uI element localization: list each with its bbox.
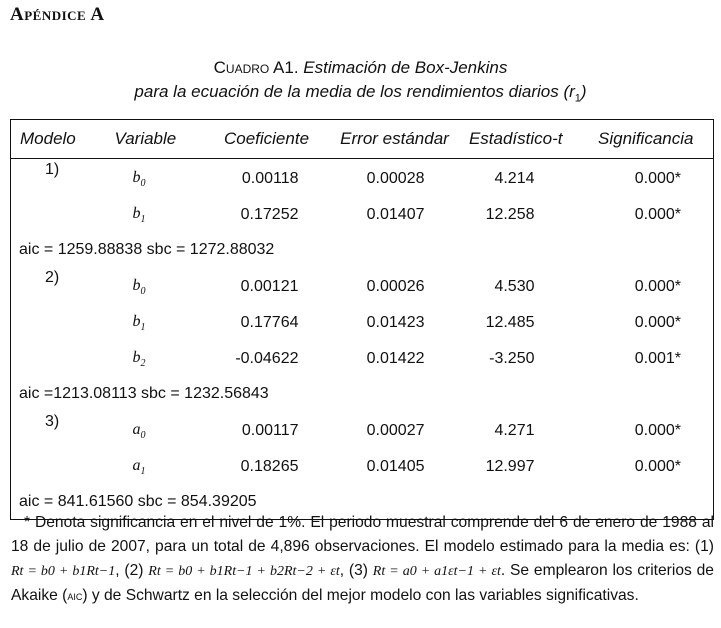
equation-2: Rt = b0 + b1Rt−1 + b2Rt−2 + εt — [148, 564, 340, 579]
variable-symbol: b — [132, 168, 141, 186]
coef-cell: -0.04622 — [235, 350, 299, 367]
se-cell: 0.00026 — [366, 278, 425, 295]
table-header-row — [11, 120, 714, 159]
subtitle-text: para la ecuación de la media de los rendimientos diarios (r — [134, 82, 575, 101]
variable-symbol: b — [132, 348, 141, 366]
model-label: 1) — [45, 161, 60, 178]
footnote-part3: ) y de Schwartz en la selección del mejor modelo con las variables significativas. — [82, 587, 639, 604]
estimation-table — [10, 119, 714, 520]
variable-subscript: 2 — [140, 358, 146, 370]
table-subtitle — [0, 82, 721, 104]
variable-subscript: 1 — [140, 466, 146, 478]
se-cell: 0.01405 — [366, 458, 425, 475]
table-row — [11, 197, 714, 233]
variable-cell — [103, 449, 195, 485]
variable-cell — [103, 305, 195, 341]
se-cell: 0.01422 — [366, 350, 425, 367]
header-significancia: Significancia — [579, 120, 714, 159]
table-row — [11, 341, 714, 377]
variable-subscript: 0 — [140, 178, 146, 190]
t-cell: 12.485 — [485, 314, 535, 331]
variable-symbol: a — [132, 456, 141, 474]
sig-cell: 0.000* — [634, 278, 681, 295]
criteria-text: aic = 1259.88838 sbc = 1272.88032 — [19, 241, 275, 258]
table-body — [11, 159, 714, 520]
equation-1: Rt = b0 + b1Rt−1 — [11, 564, 116, 579]
se-cell: 0.01407 — [366, 206, 425, 223]
criteria-text: aic = 841.61560 sbc = 854.39205 — [19, 493, 257, 510]
equation-3: Rt = a0 + a1εt−1 + εt — [372, 564, 501, 579]
appendix-title: Apéndice A — [10, 4, 105, 25]
table-row — [11, 267, 714, 305]
criteria-row — [11, 233, 714, 267]
header-coeficiente: Coeficiente — [195, 120, 329, 159]
caption-label: Cuadro A1. — [213, 58, 299, 77]
model-label: 2) — [45, 269, 60, 286]
sig-cell: 0.000* — [634, 170, 681, 187]
variable-cell — [103, 411, 195, 449]
t-cell: -3.250 — [489, 350, 535, 367]
variable-cell — [103, 159, 195, 198]
t-cell: 4.271 — [494, 422, 535, 439]
variable-cell — [103, 197, 195, 233]
criteria-row — [11, 377, 714, 411]
coef-cell: 0.00121 — [240, 278, 299, 295]
variable-subscript: 0 — [140, 430, 146, 442]
variable-symbol: b — [132, 312, 141, 330]
se-cell: 0.00028 — [366, 170, 425, 187]
t-cell: 12.997 — [485, 458, 535, 475]
table-row — [11, 159, 714, 198]
subtitle-subscript: 1 — [574, 92, 581, 105]
footnote-sep3: , (3) — [339, 562, 373, 579]
table-row — [11, 305, 714, 341]
model-label: 3) — [45, 413, 60, 430]
header-modelo: Modelo — [11, 120, 103, 159]
footnote-part1: * Denota significancia en el nivel de 1%. El periodo muestral comprende del 6 de enero de 1988 al 18 de julio de 2007, para un total de 4,896 observaciones. El modelo estimado para la media es: (1) — [11, 514, 714, 555]
variable-subscript: 1 — [140, 322, 146, 334]
variable-cell — [103, 341, 195, 377]
variable-cell — [103, 267, 195, 305]
coef-cell: 0.17764 — [240, 314, 299, 331]
footnote-sep2: , (2) — [115, 562, 149, 579]
sig-cell: 0.001* — [634, 350, 681, 367]
se-cell: 0.00027 — [366, 422, 425, 439]
caption-title: Estimación de Box-Jenkins — [303, 58, 508, 77]
footnote-aic: aic — [67, 588, 83, 603]
coef-cell: 0.00118 — [241, 170, 299, 187]
criteria-text: aic =1213.08113 sbc = 1232.56843 — [19, 385, 269, 402]
footnote — [11, 511, 714, 608]
sig-cell: 0.000* — [634, 314, 681, 331]
t-cell: 4.214 — [494, 170, 535, 187]
sig-cell: 0.000* — [634, 458, 681, 475]
table-caption — [0, 58, 721, 78]
variable-subscript: 1 — [140, 214, 146, 226]
variable-symbol: a — [132, 420, 141, 438]
header-estadistico-t: Estadístico-t — [461, 120, 579, 159]
variable-symbol: b — [132, 276, 141, 294]
coef-cell: 0.17252 — [240, 206, 299, 223]
subtitle-end: ) — [580, 82, 587, 101]
variable-subscript: 0 — [140, 286, 146, 298]
t-cell: 4.530 — [494, 278, 535, 295]
sig-cell: 0.000* — [634, 422, 681, 439]
footnote-part2: . Se emplearon los criterios de Akaike ( — [11, 562, 714, 604]
se-cell: 0.01423 — [366, 314, 425, 331]
table-row — [11, 411, 714, 449]
coef-cell: 0.18265 — [240, 458, 299, 475]
table-row — [11, 449, 714, 485]
coef-cell: 0.00117 — [241, 422, 299, 439]
header-error-estandar: Error estándar — [329, 120, 461, 159]
variable-symbol: b — [132, 204, 141, 222]
t-cell: 12.258 — [485, 206, 535, 223]
header-variable: Variable — [103, 120, 195, 159]
sig-cell: 0.000* — [634, 206, 681, 223]
